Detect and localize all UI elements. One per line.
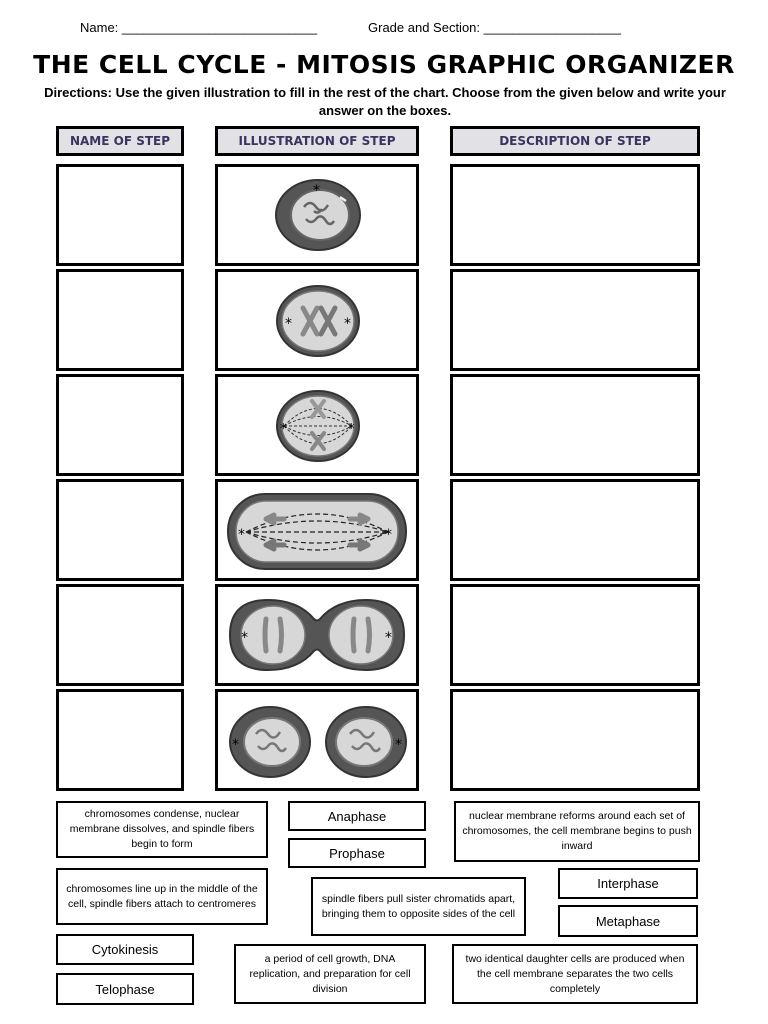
- svg-text:*: *: [348, 422, 355, 437]
- choice-card-condense[interactable]: chromosomes condense, nuclear membrane dissolves, and spindle fibers begin to form: [56, 801, 268, 858]
- illustration-box-6: [215, 689, 419, 791]
- name-answer-box-5[interactable]: [56, 584, 184, 686]
- name-line: Name: ___________________________: [80, 20, 318, 35]
- description-answer-box-3[interactable]: [450, 374, 700, 476]
- cytokinesis-cells-icon: [218, 692, 416, 788]
- page-title: THE CELL CYCLE - MITOSIS GRAPHIC ORGANIZER: [33, 50, 735, 79]
- description-answer-box-2[interactable]: [450, 269, 700, 371]
- name-answer-box-4[interactable]: [56, 479, 184, 581]
- description-answer-box-1[interactable]: [450, 164, 700, 266]
- metaphase-cell-icon: [218, 377, 416, 473]
- grade-section-line: Grade and Section: ___________________: [368, 20, 621, 35]
- svg-text:*: *: [280, 422, 287, 437]
- column-header-description: DESCRIPTION OF STEP: [450, 126, 700, 156]
- description-answer-box-5[interactable]: [450, 584, 700, 686]
- description-answer-box-4[interactable]: [450, 479, 700, 581]
- anaphase-cell-icon: [218, 482, 416, 578]
- name-answer-box-1[interactable]: [56, 164, 184, 266]
- illustration-box-1: [215, 164, 419, 266]
- choice-card-metaphase[interactable]: Metaphase: [558, 905, 698, 937]
- choice-card-reform[interactable]: nuclear membrane reforms around each set of chromosomes, the cell membrane begins to push inward: [454, 801, 700, 862]
- choice-card-telophase[interactable]: Telophase: [56, 973, 194, 1005]
- column-header-illustration: ILLUSTRATION OF STEP: [215, 126, 419, 156]
- svg-text:*: *: [395, 737, 402, 753]
- svg-text:*: *: [241, 630, 248, 646]
- description-answer-box-6[interactable]: [450, 689, 700, 791]
- choice-card-lineup[interactable]: chromosomes line up in the middle of the cell, spindle fibers attach to centromeres: [56, 868, 268, 925]
- svg-text:*: *: [385, 630, 392, 646]
- svg-text:*: *: [385, 527, 392, 543]
- choice-card-growth[interactable]: a period of cell growth, DNA replication, and preparation for cell division: [234, 944, 426, 1004]
- column-header-name: NAME OF STEP: [56, 126, 184, 156]
- illustration-box-4: [215, 479, 419, 581]
- choice-card-cytokinesis[interactable]: Cytokinesis: [56, 934, 194, 965]
- svg-text:*: *: [313, 183, 320, 199]
- svg-text:*: *: [238, 527, 245, 543]
- illustration-box-5: [215, 584, 419, 686]
- name-answer-box-3[interactable]: [56, 374, 184, 476]
- choice-card-interphase[interactable]: Interphase: [558, 868, 698, 899]
- illustration-box-2: [215, 269, 419, 371]
- name-answer-box-6[interactable]: [56, 689, 184, 791]
- choice-card-pull[interactable]: spindle fibers pull sister chromatids apart, bringing them to opposite sides of the cell: [311, 877, 526, 936]
- name-answer-box-2[interactable]: [56, 269, 184, 371]
- telophase-cell-icon: [218, 587, 416, 683]
- prophase-cell-icon: [218, 272, 416, 368]
- choice-card-daughter[interactable]: two identical daughter cells are produced when the cell membrane separates the two cells completely: [452, 944, 698, 1004]
- choice-card-prophase[interactable]: Prophase: [288, 838, 426, 868]
- illustration-box-3: [215, 374, 419, 476]
- svg-text:*: *: [285, 316, 292, 332]
- svg-text:*: *: [344, 316, 351, 332]
- svg-text:*: *: [232, 737, 239, 753]
- directions-text: Directions: Use the given illustration to fill in the rest of the chart. Choose from the given below and write your answer on the boxes.: [44, 85, 726, 118]
- choice-card-anaphase[interactable]: Anaphase: [288, 801, 426, 831]
- interphase-cell-icon: [218, 167, 416, 263]
